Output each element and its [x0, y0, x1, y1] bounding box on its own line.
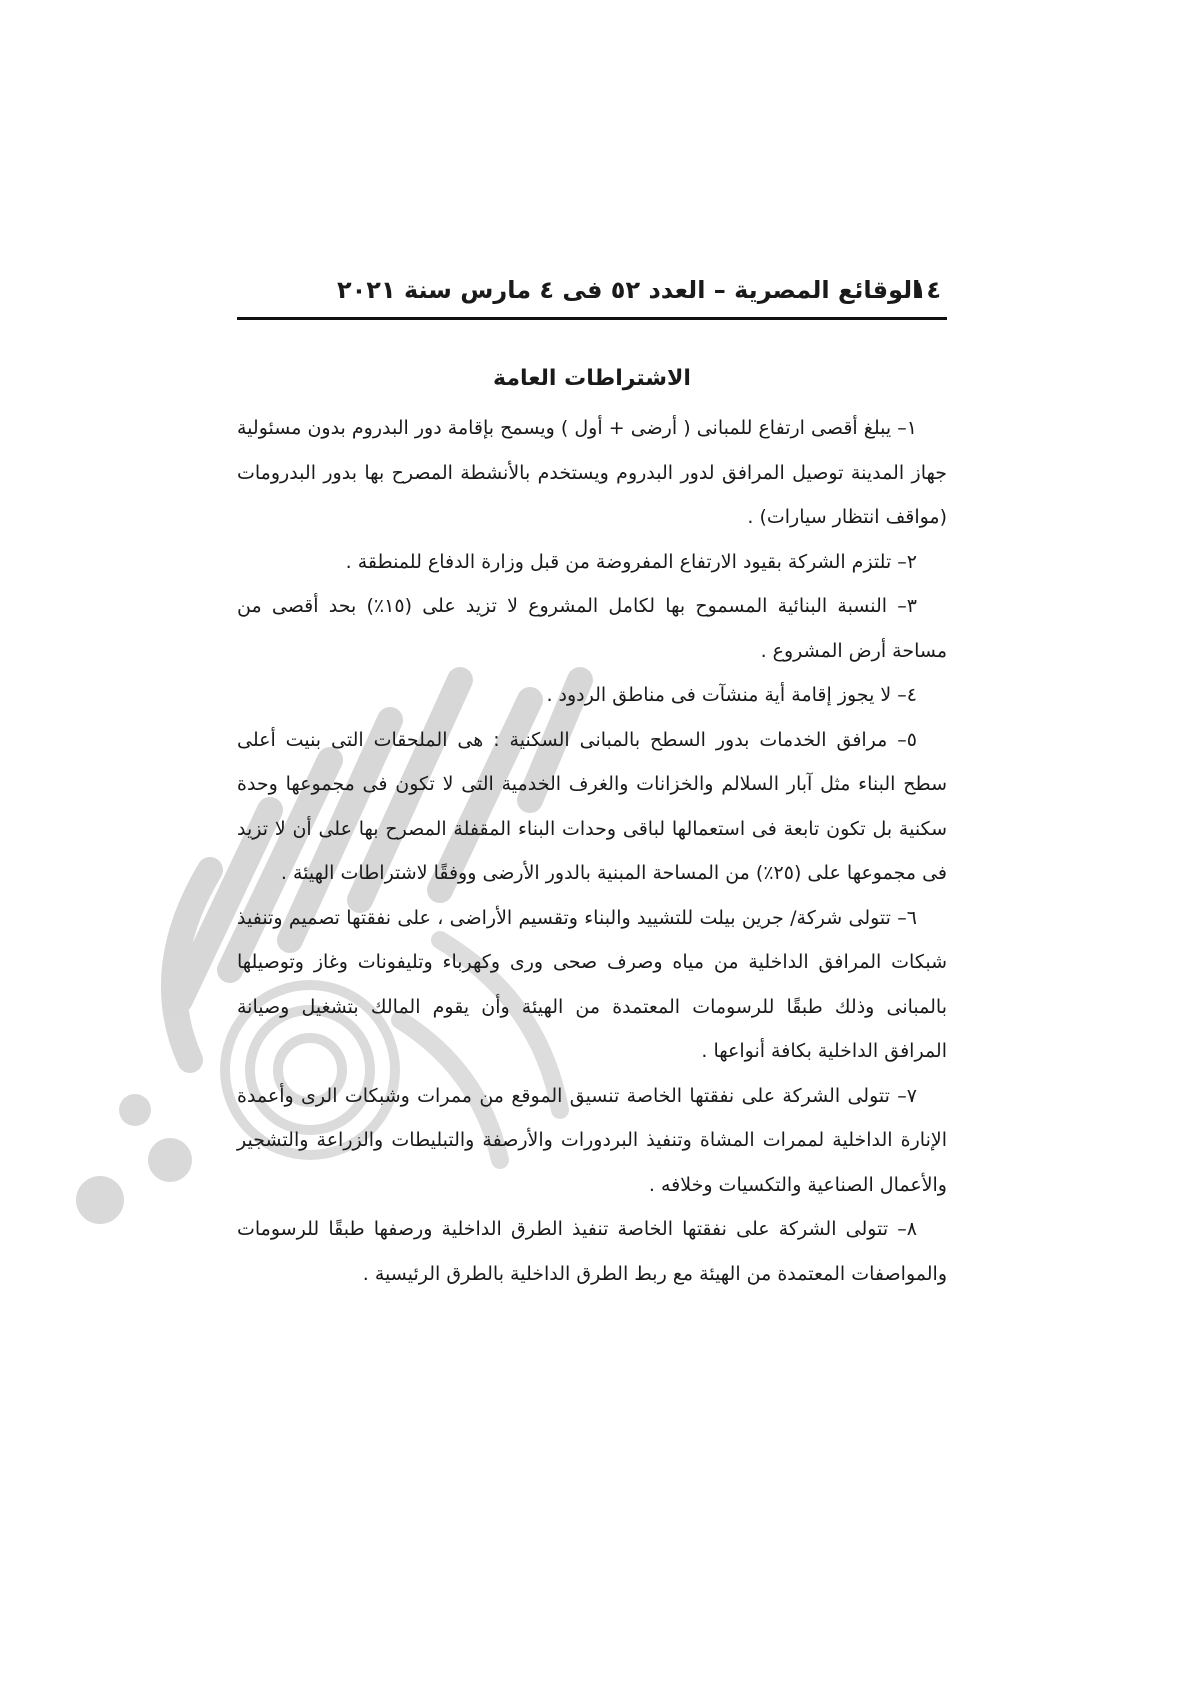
clause-3: ٣– النسبة البنائية المسموح بها لكامل المشروع لا تزيد على (١٥٪) بحد أقصى من مساحة أرض المشروع . — [237, 595, 947, 662]
clauses-body — [237, 406, 947, 1296]
header-rule — [237, 317, 947, 320]
gazette-page — [237, 0, 947, 1683]
section-heading: الاشتراطات العامة — [493, 366, 691, 391]
clause-6: ٦– تتولى شركة/ جرين بيلت للتشييد والبناء وتقسيم الأراضى ، على نفقتها تصميم وتنفيذ شبكات المرافق الداخلية من مياه وصرف صحى ورى وكهرباء وتليفونات وغاز وتوصيلها بالمبانى وذلك طبقًا للرسومات المعتمدة من الهيئة وأن يقوم المالك بتشغيل وصيانة المرافق الداخلية بكافة أنواعها . — [237, 906, 947, 1062]
page-header — [237, 270, 947, 310]
running-title: الوقائع المصرية – العدد ٥٢ فى ٤ مارس سنة ٢٠٢١ — [337, 276, 921, 304]
clause-5: ٥– مرافق الخدمات بدور السطح بالمبانى السكنية : هى الملحقات التى بنيت أعلى سطح البناء مثل آبار السلالم والخزانات والغرف الخدمية التى لا تكون فى مجموعها وحدة سكنية بل تكون تابعة فى استعمالها لباقى وحدات البناء المقفلة المصرح بها على أن لا تزيد فى مجموعها على (٢٥٪) من المساحة المبنية بالدور الأرضى ووفقًا لاشتراطات الهيئة . — [237, 728, 947, 884]
clause-8: ٨– تتولى الشركة على نفقتها الخاصة تنفيذ الطرق الداخلية ورصفها طبقًا للرسومات والمواصفات المعتمدة من الهيئة مع ربط الطرق الداخلية بالطرق الرئيسية . — [237, 1218, 947, 1285]
clause-2: ٢– تلتزم الشركة بقيود الارتفاع المفروضة من قبل وزارة الدفاع للمنطقة . — [345, 550, 917, 573]
clause-4: ٤– لا يجوز إقامة أية منشآت فى مناطق الردود . — [546, 684, 917, 706]
clause-7: ٧– تتولى الشركة على نفقتها الخاصة تنسيق الموقع من ممرات وشبكات الرى وأعمدة الإنارة الداخلية لممرات المشاة وتنفيذ البردورات والأرصفة والتبليطات والزراعة والتشجير والأعمال الصناعية والتكسيات وخلافه . — [237, 1084, 947, 1196]
clause-1: ١– يبلغ أقصى ارتفاع للمبانى ( أرضى + أول ) ويسمح بإقامة دور البدروم بدون مسئولية جهاز المدينة توصيل المرافق لدور البدروم ويستخدم بالأنشطة المصرح بها بدور البدرومات (مواقف انتظار سيارات) . — [237, 417, 947, 528]
page-number: ١٤ — [911, 276, 941, 304]
